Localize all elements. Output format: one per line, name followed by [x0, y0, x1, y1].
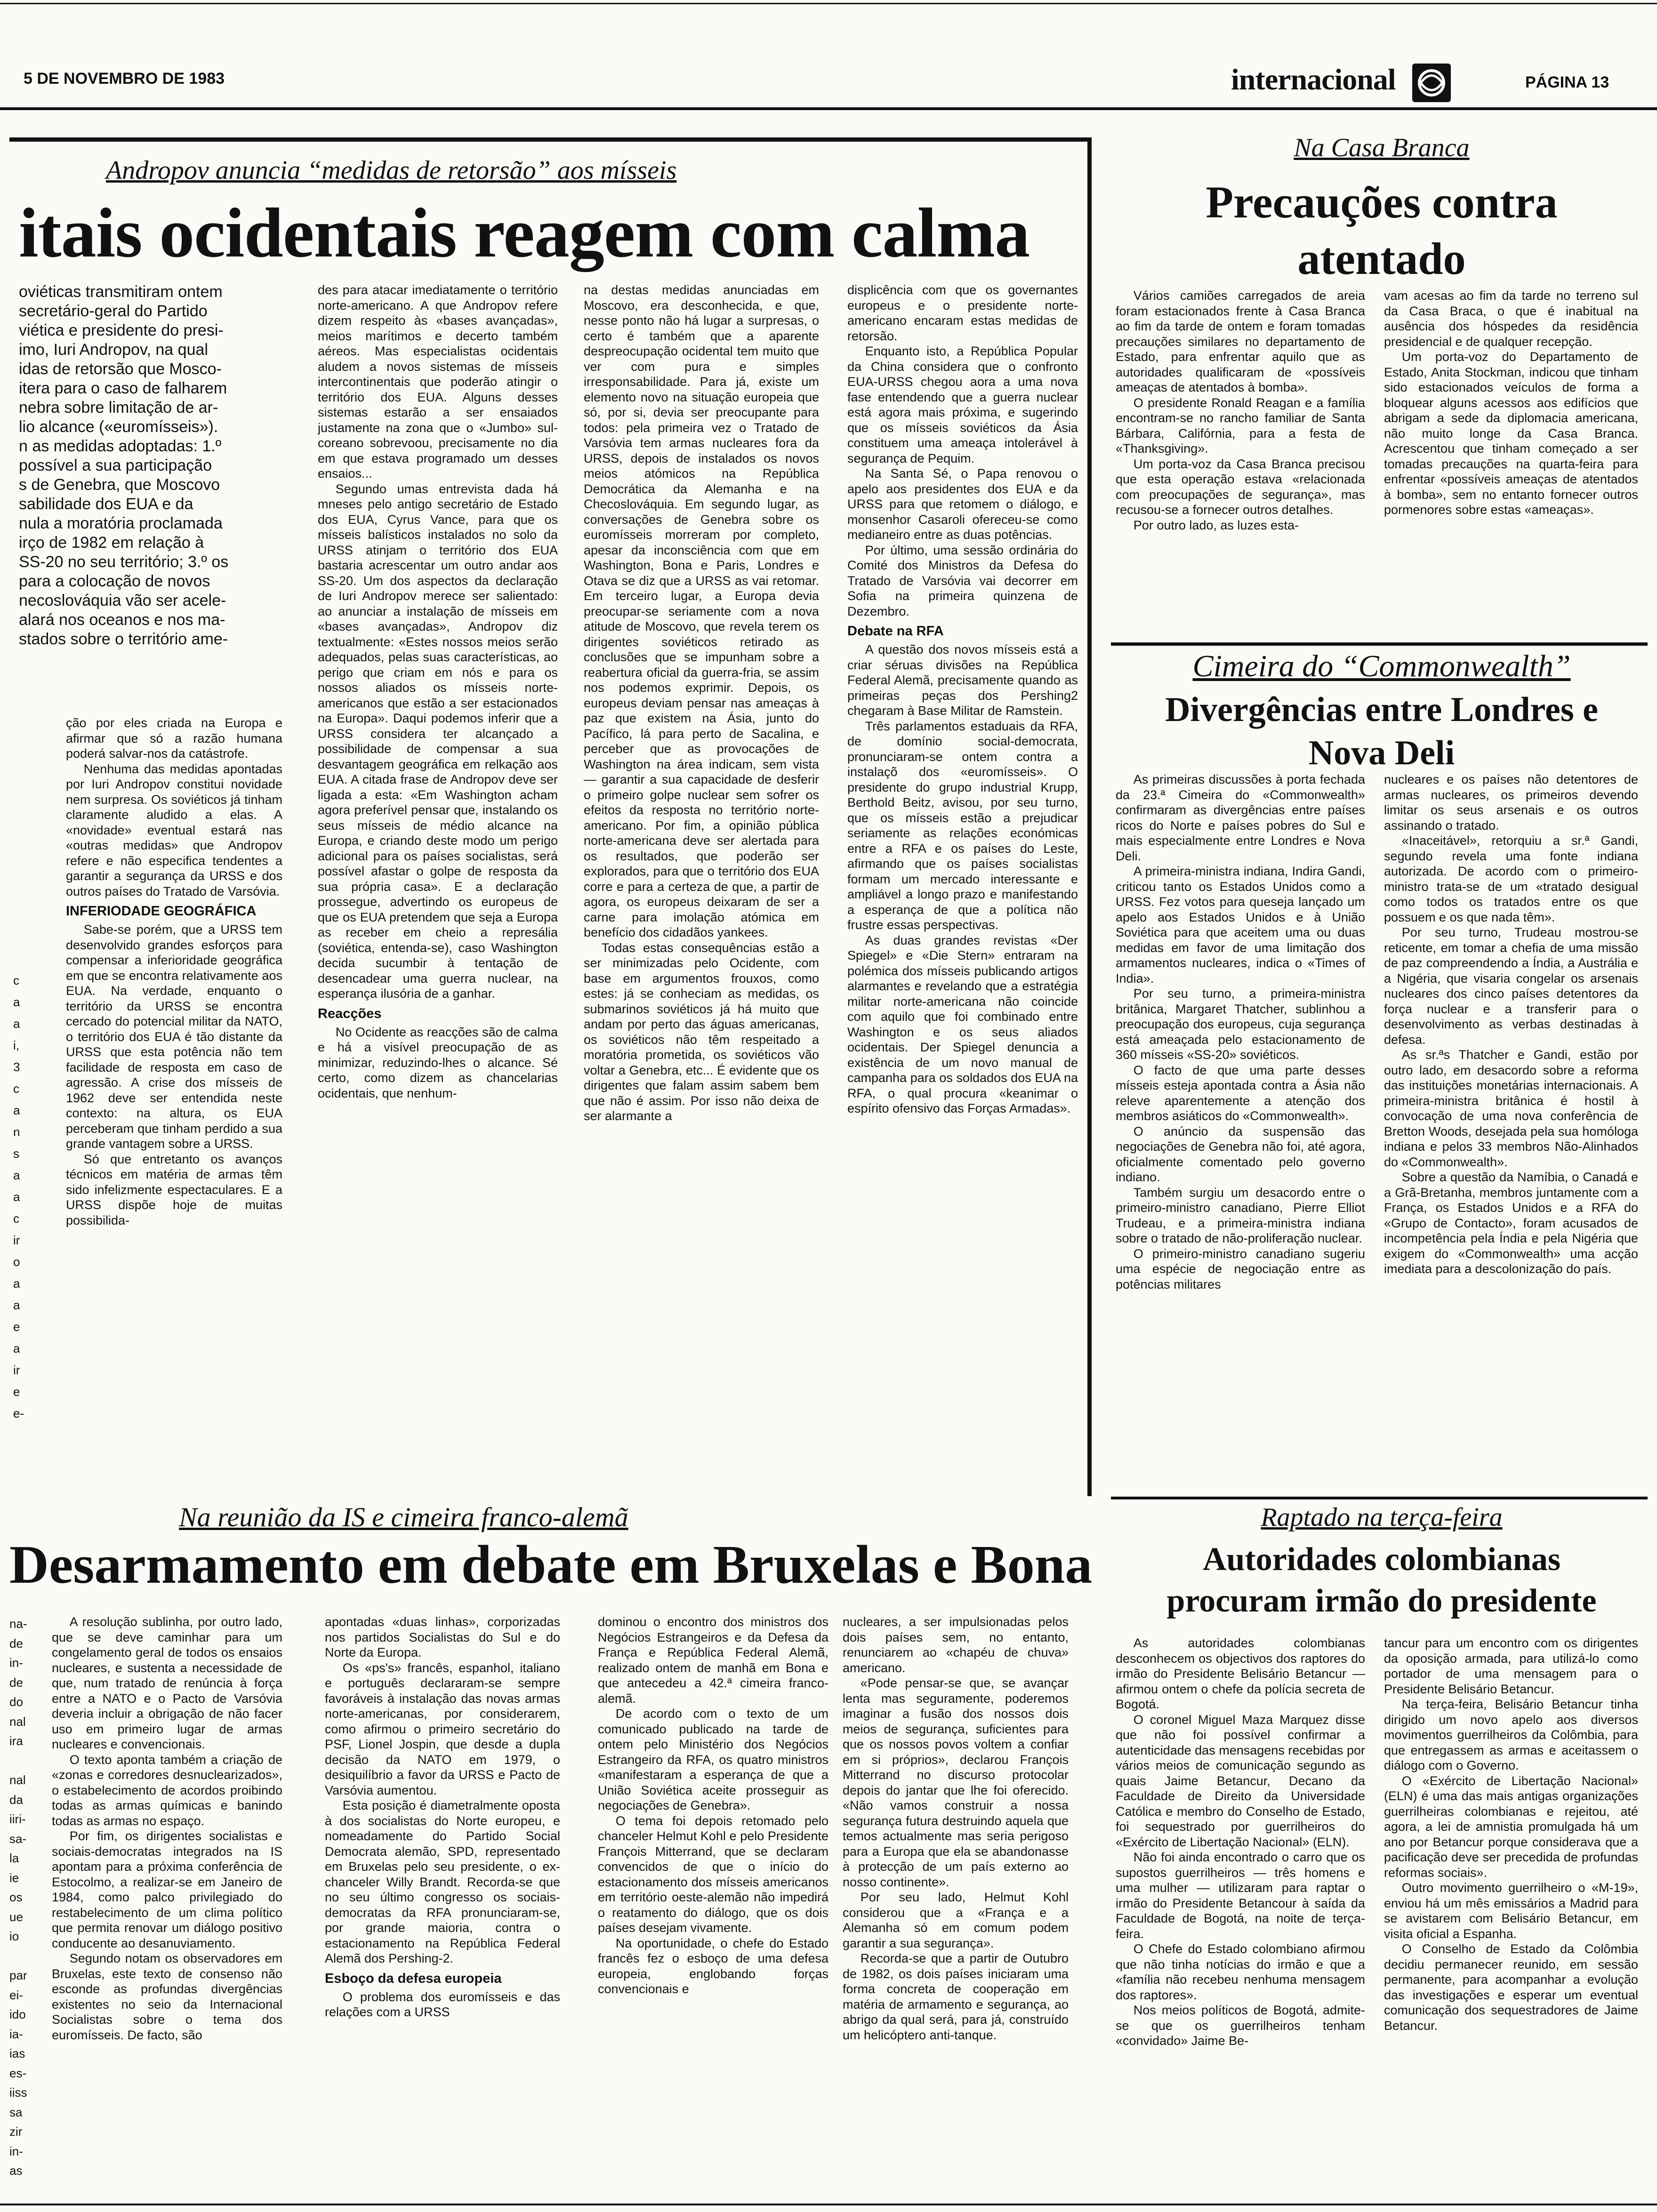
paragraph: As autoridades colombianas desconhecem os objectivos dos raptores do irmão do Presidente Belisário Betancur — afirmou ontem o chefe da polícia secreta de Bogotá. [1116, 1636, 1365, 1711]
paragraph: O primeiro-ministro canadiano sugeriu uma espécie de negociação entre as potências militares [1116, 1246, 1365, 1291]
subheading: Debate na RFA [847, 624, 944, 639]
text-line: e [13, 1385, 20, 1399]
text-line: ue [9, 1909, 23, 1924]
paragraph: O Conselho de Estado da Colômbia decidiu permanecer reunido, em sessão permanente, para acompanhar a evolução das investigações e esperar um eventual comunicação dos sequestradores de Jaime Betancur. [1384, 1942, 1638, 2033]
paragraph: O problema dos euromísseis e das relações com a URSS [325, 1989, 560, 2019]
text-line: ias [9, 2046, 25, 2060]
text-line: ira [9, 1734, 23, 1748]
casa-branca-kicker: Na Casa Branca [1294, 133, 1470, 162]
text-line: irço de 1982 em relação à [19, 534, 204, 552]
text-line: e [13, 1320, 20, 1334]
bruxelas-col1 [52, 1614, 282, 2198]
paragraph: As primeiras discussões à porta fechada da 23.ª Cimeira do «Commonwealth» confirmaram as divergências entre países ricos do Norte e países pobres do Sul e mais especialmente entre Londres e Nova Deli. [1116, 772, 1365, 863]
text-line: c [13, 1082, 19, 1096]
text-line: a [13, 995, 20, 1009]
text-line: c [13, 1211, 19, 1226]
text-line: s [13, 1146, 19, 1161]
text-line: secretário-geral do Partido [19, 302, 208, 320]
text-line: a [13, 1341, 20, 1355]
main-col1-top [19, 282, 282, 687]
text-line: zir [9, 2124, 23, 2139]
paragraph: Não foi ainda encontrado o carro que os supostos guerrilheiros — três homens e uma mulher — utilizaram para raptar o irmão do Presidente Betancour à saída da Faculdade de Bogotá, na noite de terça-feira. [1116, 1850, 1365, 1941]
paragraph: A questão dos novos mísseis está a criar séruas divisões na República Federal Alemã, precisamente quando as primeiras peças dos Pershing2 chegaram à Base Militar de Ramstein. [847, 642, 1078, 718]
main-col2 [318, 282, 558, 1450]
bruxelas-headline: Desarmamento em debate em Bruxelas e Bona [9, 1535, 1093, 1595]
paragraph: O «Exército de Libertação Nacional» (ELN) é uma das mais antigas organizações guerrilheiras colombianas e rejeitou, até agora, a lei de amnistia promulgada há um ano por Betancur porque considerava que a pacificação deve ser precedida de profundas reformas sociais». [1384, 1773, 1638, 1880]
paragraph: dominou o encontro dos ministros dos Negócios Estrangeiros e da Defesa da França e República Federal Alemã, realizado ontem de manhã em Bona e que antecedeu a 42.ª cimeira franco-alemã. [598, 1615, 828, 1706]
text-line: n [13, 1125, 20, 1139]
text-line: de [9, 1636, 23, 1651]
colombia-col1 [1116, 1635, 1365, 2196]
section-divider [1111, 1497, 1648, 1499]
paragraph: Só que entretanto os avanços técnicos em matéria de armas têm sido infelizmente espectaculares. E a URSS dispõe hoje de muitas possibilida- [66, 1152, 282, 1227]
text-line [9, 1947, 45, 1966]
paragraph: O anúncio da suspensão das negociações de Genebra não foi, até agora, oficialmente comentado pelo governo indiano. [1116, 1124, 1365, 1184]
paragraph: Segundo notam os observadores em Bruxelas, este texto de consenso não esconde as profundas divergências existentes no seio da Internacional Socialistas sobre o tema dos euromísseis. De facto, são [52, 1951, 282, 2042]
text-line: a [13, 1276, 20, 1290]
paragraph: na destas medidas anunciadas em Moscovo, era desconhecida, e que, nesse ponto não há lugar a surpresas, o certo é também que a aparente despreocupação ocidental tem muito que ver com pura e simples irresponsabilidade. Para já, existe um elemento novo na situação europeia que só, por si, devia ser preocupante para todos: pela primeira vez o Tratado de Varsóvia tem armas nucleares fora da URSS, depois de instalados os novos meios atómicos na República Democrática da Alemanha e na Checoslováquia. Em segundo lugar, as conversações de Genebra sobre os euromísseis morreram por completo, apesar da inconsciência com que em Washington, Bona e Paris, Londres e Otava se diz que a URSS as vai retomar. Em terceiro lugar, a Europa devia preocupar-se seriamente com a nova atitude de Moscovo, que revela terem os dirigentes soviéticos retirado as conclusões que se impunham sobre a reabertura oficial da guerra-fria, se assim nos podemos exprimir. Depois, os europeus deviam pensar nas ameaças à paz que existem na Ásia, junto do Pacífico, lá para perto de Sacalina, e perceber que as provocações de Washington na área indicam, sem vista — garantir a sua capacidade de desferir o primeiro golpe nuclear sem sofrer os efeitos da resposta no território norte-americano. Por fim, a opinião pública norte-americana deve ser alertada para os resultados, que poderão ser explorados, para que o território dos EUA corre e para a certeza de que, a partir de agora, os europeus deixaram de ser a carne para imolação atómica em benefício dos cidadãos yankees. [584, 283, 819, 939]
section-divider [1111, 642, 1648, 646]
paragraph: Na Santa Sé, o Papa renovou o apelo aos presidentes dos EUA e da URSS para que retomem o diálogo, e monsenhor Casaroli ofereceu-se como medianeiro entre as duas potências. [847, 466, 1078, 542]
text-line: i, [13, 1038, 19, 1052]
text-line: par [9, 1968, 27, 1982]
paragraph: «Pode pensar-se que, se avançar lenta mas seguramente, poderemos imaginar a fusão dos nossos dois meios de segurança, suficientes para que os nossos povos voltem a confiar em si próprios», declarou François Mitterrand no discurso protocolar depois do jantar que lhe foi oferecido. «Não vamos construir a nossa segurança futura destruindo aquela que temos actualmente mas seria perigoso para a Europa que ela se abandonasse à protecção de um país externo ao nosso continente». [843, 1676, 1069, 1889]
text-line: ir [13, 1233, 20, 1247]
text-line: da [9, 1792, 23, 1807]
text-line: necoslováquia vão ser acele- [19, 592, 226, 609]
text-line: 3 [13, 1060, 20, 1074]
paragraph: Enquanto isto, a República Popular da China considera que o confronto EUA-URSS chegou aora a uma nova fase entendendo que a guerra nuclear está agora mais próxima, e sugerindo que os mísseis soviéticos da Ásia constituem uma ameaça intolerável à segurança de Pequim. [847, 344, 1078, 465]
casa-branca-col2 [1384, 288, 1638, 665]
section-logo-icon [1412, 64, 1451, 102]
text-line: iiss [9, 2085, 27, 2100]
paragraph: Segundo umas entrevista dada há mneses pelo antigo secretário de Estado dos EUA, Cyrus Vance, para que os mísseis balísticos instalados no solo da URSS atinjam o território dos EUA bastaria acrescentar um outro andar aos SS-20. Um dos aspectos da declaração de Iuri Andropov merece ser salientado: ao anunciar a instalação de mísseis em «bases avançadas», Andropov diz textualmente: «Estes nossos meios serão adequados, pelas suas características, ao perigo que criam em nós e para os nossos aliados os mísseis norte-americanos que estão a ser estacionados na Europa». Daqui podemos inferir que a URSS considera ter alcançado a possibilidade de compensar a sua desvantagem geográfica em relkação aos EUA. A citada frase de Andropov deve ser ligada a esta: «Em Washington acham agora preferível pensar que, instalando os seus mísseis de médio alcance na Europa, e criando deste modo um perigo adicional para os países socialistas, será possível afastar o golpe de resposta da sua própria casa». E a declaração prossegue, advertindo os europeus de que os EUA pretendem que seja a Europa as receber em cheio a represália (soviética, entenda-se), caso Washington decida sucumbir à tentação de desencadear uma guerra nuclear, na esperança ilusória de a ganhar. [318, 481, 558, 1001]
subheading: Esboço da defesa europeia [325, 1971, 502, 1986]
text-line: lio alcance («euromísseis»). [19, 418, 218, 436]
paragraph: Sobre a questão da Namíbia, o Canadá e a Grã-Bretanha, membros juntamente com a França, os Estados Unidos e a RFA do «Grupo de Contacto», foram acusados de incompetência pela Índia e pela Nigéria que exigem do «Commonwealth» uma acção imediata para a descolonização do país. [1384, 1170, 1638, 1276]
text-line: n as medidas adoptadas: 1.º [19, 437, 222, 455]
text-line: a [13, 1298, 20, 1312]
text-line: a [13, 1190, 20, 1204]
paragraph: apontadas «duas linhas», corporizadas nos partidos Socialistas do Sul e do Norte da Europa. [325, 1615, 560, 1659]
text-line: a [13, 1168, 20, 1182]
paragraph: O tema foi depois retomado pelo chanceler Helmut Kohl e pelo Presidente François Mitterrand, que se declaram convencidos de que o início do estacionamento dos mísseis americanos em território oeste-alemão não impedirá o reatamento do diálogo, que os dois países desejam vivamente. [598, 1813, 828, 1935]
commonwealth-col1 [1116, 772, 1365, 1487]
casa-branca-col1 [1116, 288, 1365, 665]
text-line: do [9, 1695, 23, 1709]
text-line: ia- [9, 2027, 23, 2041]
colombia-col2 [1384, 1635, 1638, 2196]
text-line: imo, Iuri Andropov, na qual [19, 341, 208, 359]
paragraph: Um porta-voz do Departamento de Estado, Anita Stockman, indicou que tinham sido estacionados veículos de forma a bloquear alguns acessos aos edifícios que abrigam a sede da diplomacia americana, não muito longe da Casa Branca. Acrescentou que tinham começado a ser tomadas precauções na quarta-feira para enfrentar «possíveis ameaças de atentados à bomba», sem no entanto fornecer outros pormenores sobre estas «ameaças». [1384, 350, 1638, 517]
paragraph: «Inaceitável», retorquiu a sr.ª Gandi, segundo revela uma fonte indiana autorizada. De acordo com o primeiro-ministro trata-se de um «tratado desigual como todos os tratados entre os que possuem e os que nada têm». [1384, 834, 1638, 924]
paragraph: O coronel Miguel Maza Marquez disse que não foi possível confirmar a autenticidade das mensagens recebidas por vários meios de comunicação segundo as quais Jaime Betancur, Decano da Faculdade de Direito da Universidade Católica e membro do Conselho de Estado, foi sequestrado por guerrilheiros do «Exército de Libertação Nacional» (ELN). [1116, 1712, 1365, 1849]
subheading: Reacções [318, 1006, 382, 1021]
colombia-headline: Autoridades colombianas procuram irmão do presidente [1166, 1541, 1597, 1619]
main-kicker: Andropov anuncia “medidas de retorsão” aos mísseis [106, 156, 677, 185]
text-line: iiri- [9, 1812, 26, 1826]
text-line: sa- [9, 1831, 27, 1846]
text-line: stados sobre o território ame- [19, 630, 228, 648]
text-line: ie [9, 1870, 19, 1885]
paragraph: Por seu turno, Trudeau mostrou-se reticente, em tomar a chefia de uma missão de paz compreendendo a Índia, a Austrália e a Nigéria, que visaria congelar os arsenais nucleares dos cinco países detentores da força nuclear e a transferir para o desenvolvimento as verbas destinadas à defesa. [1384, 925, 1638, 1047]
text-line: ido [9, 2007, 26, 2021]
text-line: de [9, 1675, 23, 1690]
commonwealth-col2 [1384, 772, 1638, 1487]
header-rule-thin [0, 3, 1657, 4]
text-line: os [9, 1890, 23, 1904]
paragraph: tancur para um encontro com os dirigentes da oposição armada, para utilizá-lo como portador de uma mensagem para o Presidente Belisário Betancur. [1384, 1636, 1638, 1696]
text-line: sabilidade dos EUA e da [19, 495, 193, 513]
paragraph: As sr.ªs Thatcher e Gandi, estão por outro lado, em desacordo sobre a reforma das instituições monetárias internacionais. A primeira-ministra britânica é hostil à convocação de uma nova conferência de Bretton Woods, desejada pela sua homóloga indiana e pelos 33 membros Não-Alinhados do «Commonwealth». [1384, 1048, 1638, 1169]
text-line: nebra sobre limitação de ar- [19, 399, 218, 417]
text-line: nula a moratória proclamada [19, 514, 223, 532]
paragraph: nucleares e os países não detentores de armas nucleares, os primeiros devendo limitar os seus arsenais e os outros assinando o tratado. [1384, 772, 1638, 833]
text-line: c [13, 973, 19, 987]
paragraph: vam acesas ao fim da tarde no terreno sul da Casa Braca, o que é inabitual na ausência dos hóspedes da residência presidencial e de qualquer recepção. [1384, 289, 1638, 349]
bruxelas-col4 [843, 1614, 1069, 2198]
paragraph: des para atacar imediatamente o território norte-americano. A que Andropov refere dizem respeito às «bases avançadas», meios marítimos e decerto também aéreos. Mas especialistas ocidentais aludem a novos sistemas de mísseis intercontinentais que poderão atingir o território dos EUA. Alguns desses sistemas estarão a ser ensaiados justamente na zona que o «Jumbo» sul-coreano sobrevoou, precisamente no dia em que estava programado um desses ensaios... [318, 283, 558, 481]
paragraph: A primeira-ministra indiana, Indira Gandi, criticou tanto os Estados Unidos como a URSS. Fez votos para queseja lançado um apelo aos Estados Unidos e à União Soviética para que aceitem uma ou duas medidas em favor de uma limitação dos armamentos nucleares, indica o «Times of India». [1116, 864, 1365, 986]
paragraph: De acordo com o texto de um comunicado publicado na tarde de ontem pelo Ministério dos Negócios Estrangeiro da RFA, os quatro ministros «manifestaram a esperança de que a União Soviética aceite prosseguir as negociações de Genebra». [598, 1707, 828, 1812]
casa-branca-headline: Precauções contra atentado [1206, 177, 1558, 284]
text-line: a [13, 1103, 20, 1117]
text-line: possível a sua participação [19, 457, 212, 474]
text-line: o [13, 1255, 20, 1269]
text-line: es- [9, 2066, 27, 2080]
paragraph: Por seu lado, Helmut Kohl considerou que a «França e a Alemanha só em comum podem garantir a sua segurança». [843, 1890, 1069, 1950]
paragraph: As duas grandes revistas «Der Spiegel» e «Die Stern» entraram na polémica dos mísseis publicando artigos alarmantes e revelando que a estratégia militar norte-americana não coincide com aquilo que foi combinado entre Washington e os seus aliados ocidentais. Der Spiegel denuncia a existência de um novo manual de campanha para os soldados dos EUA na RFA, o qual procura «keanimar o espírito ofensivo das Forças Armadas». [847, 933, 1078, 1115]
header-rule [0, 107, 1657, 110]
paragraph: Recorda-se que a partir de Outubro de 1982, os dois países iniciaram uma forma concreta de cooperação em matéria de armamento e segurança, ao abrigo da qual será, para já, construído um helicóptero anti-tanque. [843, 1951, 1069, 2042]
text-line: e- [13, 1406, 24, 1420]
text-line: s de Genebra, que Moscovo [19, 476, 220, 494]
paragraph: No Ocidente as reacções são de calma e há a visível preocupação de as minimizar, reduzindo-lhes o alcance. Sé certo, como dizem as chancelarias ocidentais, que nenhum- [318, 1025, 558, 1100]
commonwealth-kicker: Cimeira do “Commonwealth” [1192, 649, 1571, 683]
paragraph: Esta posição é diametralmente oposta à dos socialistas do Norte europeu, e nomeadamente do Partido Social Democrata alemão, SPD, representado em Bruxelas pelo seu presidente, o ex-chanceler Willy Brandt. Recorda-se que no seu último congresso os sociais-democratas da RFA pronunciaram-se, por grande maioria, contra o estacionamento na República Federal Alemã dos Pershing-2. [325, 1798, 560, 1965]
text-line: para a colocação de novos [19, 572, 210, 590]
text-line: sa [9, 2105, 23, 2119]
main-col1-lower [66, 715, 282, 1450]
paragraph: Sabe-se porém, que a URSS tem desenvolvido grandes esforços para compensar a inferioridade geográfica em que se encontra relativamente aos EUA. Na verdade, enquanto o território da URSS se encontra cercado do potencial militar da NATO, o território dos EUA é tão distante da URSS que esta potência não tem facilidade de resposta em caso de agressão. A crise dos mísseis de 1962 deve ser entendida neste contexto: na altura, os EUA perceberam que tinham perdido a sua grande vantagem sobre a URSS. [66, 922, 282, 1151]
paragraph: Nenhuma das medidas apontadas por Iuri Andropov constitui novidade nem surpresa. Os soviéticos já tinham claramente aludido a elas. A «novidade» eventual estará nas «outras medidas» que Andropov refere e não especifica tendentes a garantir a segurança da URSS e dos outros países do Tratado de Varsóvia. [66, 761, 282, 898]
text-line: oviéticas transmitiram ontem [19, 283, 223, 301]
text-line: in- [9, 2144, 23, 2158]
text-line [9, 1751, 45, 1771]
paragraph: nucleares, a ser impulsionadas pelos dois países sem, no entanto, renunciarem ao «chapéu de chuva» americano. [843, 1615, 1069, 1675]
paragraph: displicência com que os governantes europeus e o presidente norte-americano encaram estas medidas de retorsão. [847, 283, 1078, 343]
colombia-kicker: Raptado na terça-feira [1261, 1503, 1503, 1532]
page-number: PÁGINA 13 [1525, 73, 1609, 91]
paragraph: Vários camiões carregados de areia foram estacionados frente à Casa Branca ao fim da tarde de ontem e foram tomadas precauções similares no departamento de Estado, para enfrentar aquilo que as autoridades qualificaram de «possíveis ameaças de atentados à bomba». [1116, 289, 1365, 394]
paragraph: Três parlamentos estaduais da RFA, de domínio social-democrata, pronunciaram-se ontem contra a instalaçõ dos «euromísseis». O presidente do grupo industrial Krupp, Berthold Beitz, avisou, por seu turno, que os mísseis estão a prejudicar seriamente as relações económicas entre a RFA e os países do Leste, afirmando que os países socialistas formam um mercado interessante e ampliável a longo prazo e manifestando a esperança de que a política não frustre essas perspectivas. [847, 719, 1078, 932]
margin-fragments-left [13, 970, 41, 1440]
paragraph: ção por eles criada na Europa e afirmar que só a razão humana poderá salvar-nos da catástrofe. [66, 716, 282, 761]
paragraph: Por último, uma sessão ordinária do Comité dos Ministros da Defesa do Tratado de Varsóvia vai decorrer em Sofia na primeira quinzena de Dezembro. [847, 543, 1078, 618]
subheading: INFERIODADE GEOGRÁFICA [66, 904, 257, 919]
paragraph: Por seu turno, a primeira-ministra britânica, Margaret Thatcher, sublinhou a preocupação dos europeus, cuja segurança está ameaçada pelo estacionamento de 360 mísseis «SS-20» soviéticos. [1116, 986, 1365, 1062]
section-title: internacional [1231, 63, 1396, 96]
main-headline: itais ocidentais reagem com calma [19, 194, 1030, 272]
paragraph: Também surgiu um desacordo entre o primeiro-ministro canadiano, Pierre Elliot Trudeau, e a primeira-ministra indiana sobre o tratado de não-proliferação nuclear. [1116, 1185, 1365, 1245]
text-line: nal [9, 1773, 26, 1787]
text-line: la [9, 1851, 19, 1865]
paragraph: Na oportunidade, o chefe do Estado francês fez o esboço de uma defesa europeia, englobando forças convencionais e [598, 1936, 828, 1996]
paragraph: Por fim, os dirigentes socialistas e sociais-democratas integrados na IS apontam para a próxima conferência de Estocolmo, a realizar-se em Janeiro de 1984, como palco privilegiado do restabelecimento de um clima político que permita renovar um diálogo positivo conducente ao desanuviamento. [52, 1829, 282, 1950]
paragraph: Um porta-voz da Casa Branca precisou que esta operação estava «relacionada com preocupações de segurança», mas recusou-se a fornecer outros detalhes. [1116, 457, 1365, 517]
main-col4 [847, 282, 1078, 1450]
paragraph: Os «ps's» francês, espanhol, italiano e português declararam-se sempre favoráveis à instalação das novas armas norte-americanas, por considerarem, como afirmou o primeiro secretário do PSF, Lionel Jospin, que desde a dupla decisão da NATO em 1979, o desiquilíbrio a favor da URSS e Pacto de Varsóvia aumentou. [325, 1660, 560, 1797]
text-line: viética e presidente do presi- [19, 321, 224, 339]
text-line: alará nos oceanos e nos ma- [19, 611, 225, 629]
bruxelas-kicker: Na reunião da IS e cimeira franco-alemã [179, 1502, 628, 1532]
header-date: 5 DE NOVEMBRO DE 1983 [24, 70, 225, 88]
margin-fragments-left-bottom [9, 1614, 45, 2188]
text-line: na- [9, 1617, 27, 1631]
text-line: io [9, 1929, 19, 1943]
paragraph: O facto de que uma parte desses mísseis esteja apontada contra a Ásia não releve aparentemente a atenção dos membros asiáticos do «Commonwealth». [1116, 1063, 1365, 1123]
paragraph: Nos meios políticos de Bogotá, admite-se que os guerrilheiros tenham «convidado» Jaime Be- [1116, 2003, 1365, 2048]
paragraph: O presidente Ronald Reagan e a família encontram-se no rancho familiar de Santa Bárbara, Califórnia, para a festa de «Thanksgiving». [1116, 395, 1365, 456]
bruxelas-col2 [325, 1614, 560, 2198]
paragraph: Todas estas consequências estão a ser minimizadas pelo Ocidente, com base em argumentos frouxos, como estes: já se conheciam as medidas, os submarinos soviéticos já há muito que andam por perto das águas americanas, os soviéticos não têm respeitado a moratória prometida, os soviéticos vão voltar a Genebra, etc... É evidente que os dirigentes que falam assim sabem bem que não é assim. Por isso não deixa de ser alarmante a [584, 940, 819, 1123]
bruxelas-col3 [598, 1614, 828, 2198]
paragraph: Na terça-feira, Belisário Betancur tinha dirigido um novo apelo aos diversos movimentos guerrilheiros da Colômbia, para que entregassem as armas e aceitassem o diálogo com o Governo. [1384, 1697, 1638, 1772]
text-line: itera para o caso de falharem [19, 379, 227, 397]
bottom-rule [0, 2204, 1657, 2205]
text-line: idas de retorsão que Mosco- [19, 360, 222, 378]
main-col3 [584, 282, 819, 1450]
paragraph: O Chefe do Estado colombiano afirmou que não tinha notícias do irmão e que a «família não recebeu nenhuma mensagem dos raptores». [1116, 1942, 1365, 2002]
text-line: in- [9, 1656, 23, 1670]
text-line: ir [13, 1363, 20, 1377]
paragraph: Por outro lado, as luzes esta- [1133, 518, 1299, 532]
text-line: as [9, 2164, 23, 2178]
paragraph: O texto aponta também a criação de «zonas e corredores desnuclearizados», o estabelecimento de acordos proibindo todas as armas químicas e banindo todas as armas no espaço. [52, 1752, 282, 1828]
text-line: ei- [9, 1988, 23, 2002]
text-line: nal [9, 1714, 26, 1729]
commonwealth-headline: Divergências entre Londres e Nova Deli [1165, 690, 1599, 772]
paragraph: Outro movimento guerrilheiro o «M-19», enviou há um mês emissários a Madrid para se avistarem com Belisário Betancur, em visita oficial a Espanha. [1384, 1881, 1638, 1941]
paragraph: A resolução sublinha, por outro lado, que se deve caminhar para um congelamento geral de todos os ensaios nucleares, e sustenta a necessidade de que, num tratado de renúncia à força entre a NATO e o Pacto de Varsóvia deveria incluir a obrigação de não facer uso em primeiro lugar de armas nucleares e convencionais. [52, 1615, 282, 1751]
text-line: a [13, 1017, 20, 1031]
text-line: SS-20 no seu território; 3.º os [19, 553, 229, 571]
